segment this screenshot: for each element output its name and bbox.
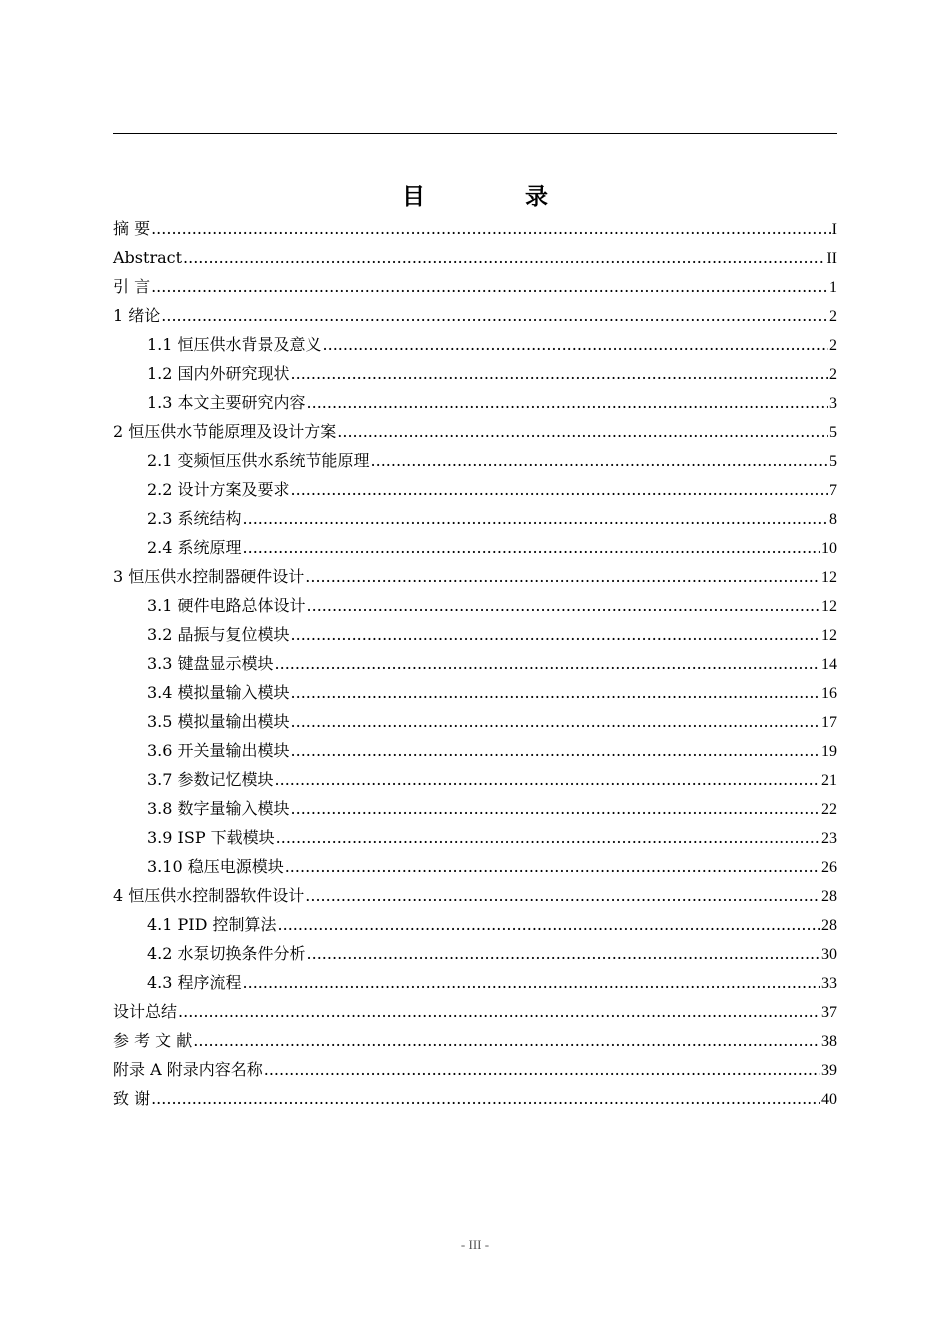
toc-entry-label: 3.3 键盘显示模块: [147, 654, 274, 673]
toc-dot-leader: [285, 852, 820, 881]
toc-entry[interactable]: [113, 533, 837, 562]
toc-entry[interactable]: [113, 707, 837, 736]
toc-entry-label: 3.8 数字量输入模块: [147, 799, 290, 818]
toc-entry-label: 3.10 稳压电源模块: [147, 857, 284, 876]
toc-entry-page: 12: [821, 627, 837, 644]
toc-entry-page: 10: [821, 540, 837, 557]
toc-dot-leader: [337, 417, 828, 446]
toc-dot-leader: [243, 968, 820, 997]
toc-dot-leader: [243, 504, 828, 533]
toc-entry-label: 1.3 本文主要研究内容: [147, 393, 306, 412]
toc-entry-label: 3 恒压供水控制器硬件设计: [113, 567, 305, 586]
toc-entry-page: II: [826, 250, 837, 267]
toc-entry-label: 4.3 程序流程: [147, 973, 242, 992]
toc-dot-leader: [291, 707, 820, 736]
toc-entry[interactable]: [113, 562, 837, 591]
toc-entry-label: 3.9 ISP 下载模块: [147, 828, 275, 847]
toc-entry-page: 14: [821, 656, 837, 673]
toc-entry[interactable]: [113, 620, 837, 649]
toc-entry-page: 22: [821, 801, 837, 818]
toc-entry-page: 16: [821, 685, 837, 702]
toc-dot-leader: [291, 359, 828, 388]
toc-dot-leader: [371, 446, 828, 475]
toc-entry-label: 2.4 系统原理: [147, 538, 242, 557]
toc-entry-label: 附录 A 附录内容名称: [113, 1060, 263, 1079]
header-rule: [113, 133, 837, 134]
toc-entry-label: 引 言: [113, 277, 151, 296]
toc-entry-page: 39: [821, 1062, 837, 1079]
toc-entry[interactable]: [113, 446, 837, 475]
toc-dot-leader: [183, 243, 825, 272]
toc-dot-leader: [307, 388, 828, 417]
toc-title: 目 录: [401, 183, 594, 210]
toc-entry-label: 1.2 国内外研究现状: [147, 364, 290, 383]
toc-entry-page: 3: [829, 395, 837, 412]
toc-entry[interactable]: [113, 417, 837, 446]
toc-entry-label: Abstract: [113, 248, 183, 267]
toc-dot-leader: [151, 214, 831, 243]
toc-entry-page: 38: [821, 1033, 837, 1050]
toc-entry-page: 2: [829, 366, 837, 383]
toc-entry-page: 12: [821, 569, 837, 586]
toc-entry-page: 2: [829, 337, 837, 354]
toc-entry[interactable]: [113, 475, 837, 504]
toc-entry-label: 参 考 文 献: [113, 1031, 193, 1050]
toc-entry-label: 3.6 开关量输出模块: [147, 741, 290, 760]
toc-dot-leader: [278, 910, 820, 939]
toc-entry-label: 3.4 模拟量输入模块: [147, 683, 290, 702]
toc-entry-label: 2.1 变频恒压供水系统节能原理: [147, 451, 370, 470]
toc-entry[interactable]: [113, 794, 837, 823]
toc-dot-leader: [291, 620, 820, 649]
toc-entry[interactable]: [113, 823, 837, 852]
toc-entry-page: 26: [821, 859, 837, 876]
toc-entry-label: 4.1 PID 控制算法: [147, 915, 277, 934]
toc-entry[interactable]: [113, 359, 837, 388]
toc-entry-page: 33: [821, 975, 837, 992]
toc-dot-leader: [291, 794, 820, 823]
toc-entry[interactable]: [113, 649, 837, 678]
toc-dot-leader: [275, 649, 820, 678]
toc-entry-label: 2.3 系统结构: [147, 509, 242, 528]
toc-dot-leader: [275, 765, 820, 794]
toc-list: [113, 214, 837, 1113]
toc-entry[interactable]: [113, 678, 837, 707]
toc-entry[interactable]: [113, 736, 837, 765]
toc-dot-leader: [151, 272, 828, 301]
toc-entry-page: 30: [821, 946, 837, 963]
toc-entry-page: 1: [829, 279, 837, 296]
toc-entry[interactable]: [113, 388, 837, 417]
toc-dot-leader: [307, 591, 820, 620]
toc-dot-leader: [193, 1026, 820, 1055]
toc-entry-page: 23: [821, 830, 837, 847]
toc-entry[interactable]: [113, 852, 837, 881]
toc-entry-page: 37: [821, 1004, 837, 1021]
toc-entry-page: 2: [829, 308, 837, 325]
toc-entry-label: 4.2 水泵切换条件分析: [147, 944, 306, 963]
toc-entry-page: 12: [821, 598, 837, 615]
toc-entry-page: 17: [821, 714, 837, 731]
toc-entry[interactable]: [113, 1026, 837, 1055]
toc-entry-label: 设计总结: [113, 1002, 178, 1021]
toc-entry[interactable]: [113, 910, 837, 939]
toc-entry-page: I: [831, 221, 837, 238]
toc-entry[interactable]: [113, 881, 837, 910]
toc-entry-label: 2 恒压供水节能原理及设计方案: [113, 422, 337, 441]
toc-dot-leader: [305, 562, 820, 591]
toc-entry[interactable]: [113, 939, 837, 968]
toc-entry-label: 3.1 硬件电路总体设计: [147, 596, 306, 615]
toc-entry[interactable]: [113, 591, 837, 620]
toc-dot-leader: [264, 1055, 820, 1084]
toc-entry-label: 1.1 恒压供水背景及意义: [147, 335, 322, 354]
toc-entry-page: 7: [829, 482, 837, 499]
toc-entry-label: 3.5 模拟量输出模块: [147, 712, 290, 731]
toc-dot-leader: [291, 736, 820, 765]
toc-entry-label: 致 谢: [113, 1089, 151, 1108]
toc-entry[interactable]: [113, 301, 837, 330]
toc-entry[interactable]: [113, 214, 837, 243]
toc-entry[interactable]: [113, 504, 837, 533]
toc-entry-page: 28: [821, 888, 837, 905]
toc-entry-page: 21: [821, 772, 837, 789]
toc-entry[interactable]: [113, 968, 837, 997]
toc-dot-leader: [291, 678, 820, 707]
toc-entry-label: 3.7 参数记忆模块: [147, 770, 274, 789]
toc-dot-leader: [151, 1084, 820, 1113]
toc-entry-label: 3.2 晶振与复位模块: [147, 625, 290, 644]
toc-entry[interactable]: [113, 1055, 837, 1084]
toc-entry-page: 19: [821, 743, 837, 760]
toc-entry-page: 5: [829, 453, 837, 470]
toc-entry[interactable]: [113, 330, 837, 359]
toc-entry[interactable]: [113, 272, 837, 301]
toc-dot-leader: [307, 939, 820, 968]
toc-entry-label: 2.2 设计方案及要求: [147, 480, 290, 499]
toc-entry-page: 8: [829, 511, 837, 528]
toc-dot-leader: [276, 823, 820, 852]
toc-entry[interactable]: [113, 997, 837, 1026]
toc-entry-page: 5: [829, 424, 837, 441]
toc-dot-leader: [243, 533, 820, 562]
toc-entry-label: 1 绪论: [113, 306, 161, 325]
toc-entry-page: 40: [821, 1091, 837, 1108]
toc-dot-leader: [291, 475, 828, 504]
page-number-footer: - III -: [460, 1237, 490, 1252]
toc-entry[interactable]: [113, 1084, 837, 1113]
toc-entry[interactable]: [113, 765, 837, 794]
toc-dot-leader: [323, 330, 828, 359]
toc-entry-label: 4 恒压供水控制器软件设计: [113, 886, 305, 905]
toc-dot-leader: [161, 301, 828, 330]
toc-entry-label: 摘 要: [113, 219, 151, 238]
toc-entry-page: 28: [821, 917, 837, 934]
toc-dot-leader: [178, 997, 820, 1026]
toc-dot-leader: [305, 881, 820, 910]
toc-entry[interactable]: [113, 243, 837, 272]
